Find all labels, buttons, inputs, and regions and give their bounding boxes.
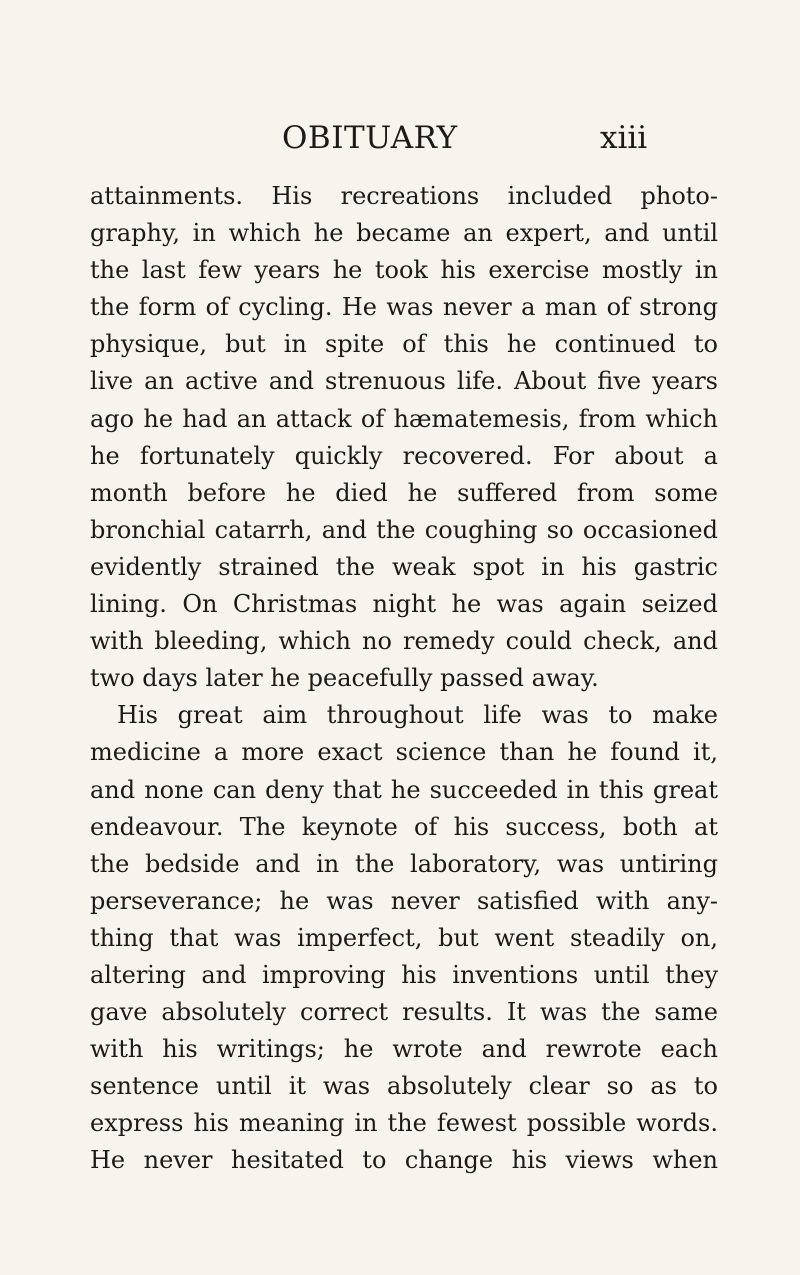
- text-line: sentence until it was absolutely clear so as to: [90, 1072, 718, 1101]
- text-line: medicine a more exact science than he found it,: [90, 738, 718, 767]
- running-head: [0, 118, 800, 168]
- text-line: altering and improving his inventions until they: [90, 960, 718, 989]
- text-line: He never hesitated to change his views when: [90, 1146, 718, 1175]
- text-line: attainments. His recreations included photo-: [90, 182, 718, 210]
- page-number: xiii: [600, 120, 648, 156]
- text-line: thing that was imperfect, but went steadily on,: [90, 923, 718, 952]
- text-line: endeavour. The keynote of his success, both at: [90, 812, 718, 841]
- text-line: ago he had an attack of hæmatemesis, from which: [90, 404, 718, 433]
- text-line: bronchial catarrh, and the coughing so occasioned: [90, 515, 718, 544]
- text-line: gave absolutely correct results. It was the same: [90, 998, 718, 1027]
- text-line: he fortunately quickly recovered. For about a: [90, 441, 718, 470]
- text-line: perseverance; he was never satisfied with any-: [90, 886, 718, 915]
- text-line: lining. On Christmas night he was again seized: [90, 590, 718, 619]
- paragraph-start-line: His great aim throughout life was to make: [117, 701, 718, 730]
- text-line: express his meaning in the fewest possible words.: [90, 1109, 718, 1138]
- text-line: two days later he peacefully passed away.: [90, 664, 599, 693]
- text-line: evidently strained the weak spot in his gastric: [90, 552, 718, 581]
- body-text: [90, 178, 718, 1180]
- text-line: month before he died he suffered from some: [90, 478, 718, 507]
- text-line: the form of cycling. He was never a man of strong: [90, 293, 718, 322]
- text-line: with bleeding, which no remedy could check, and: [90, 627, 718, 656]
- text-line: live an active and strenuous life. About five years: [90, 367, 718, 396]
- text-line: with his writings; he wrote and rewrote each: [90, 1035, 718, 1064]
- page-title: OBITUARY: [282, 120, 458, 156]
- text-line: physique, but in spite of this he continued to: [90, 330, 718, 359]
- text-line: and none can deny that he succeeded in this great: [90, 775, 718, 804]
- text-line: graphy, in which he became an expert, and until: [90, 219, 718, 248]
- text-line: the last few years he took his exercise mostly in: [90, 256, 718, 285]
- text-line: the bedside and in the laboratory, was untiring: [90, 849, 718, 878]
